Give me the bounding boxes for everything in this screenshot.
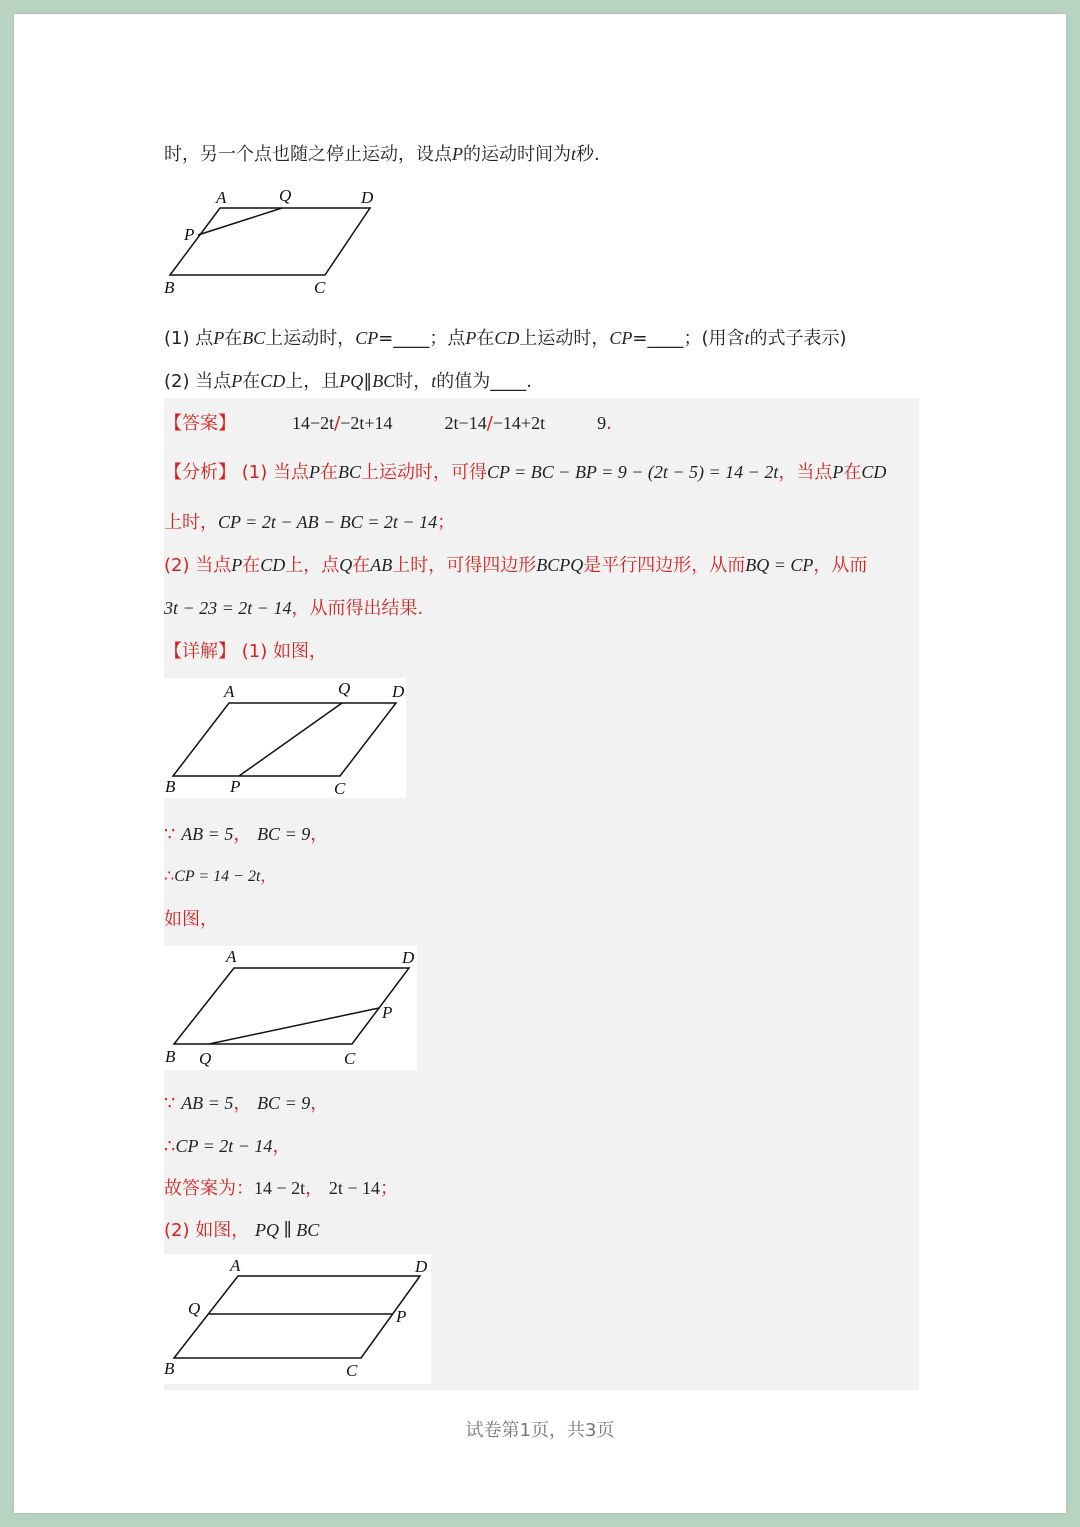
text-fragment: / (334, 413, 341, 434)
text-fragment: 上运动时， (265, 328, 356, 349)
text-fragment: P (832, 462, 844, 482)
detail-line-2 (164, 1216, 319, 1242)
text-fragment: CD (260, 371, 286, 391)
label-c: C (334, 779, 346, 798)
label-q: Q (199, 1049, 212, 1068)
detail-line-1 (164, 637, 327, 663)
label-d: D (392, 682, 405, 701)
text-fragment: =____；点 (378, 328, 466, 349)
text-fragment: 上运动时，可得 (360, 462, 487, 483)
text-fragment: ； (380, 1178, 399, 1199)
text-fragment: (1) 如图， (241, 641, 327, 662)
label-b: B (164, 1359, 175, 1378)
text-fragment: ， (272, 1136, 291, 1157)
text-fragment: (2) 当点 (164, 555, 232, 576)
analysis-line-3 (164, 551, 867, 577)
text-fragment: 上运动时， (519, 328, 610, 349)
text-fragment: . (606, 413, 612, 434)
text-fragment: P (213, 328, 225, 348)
figure-parallelogram-2 (164, 678, 406, 798)
text-fragment: CP = 14 − 2t (174, 868, 261, 885)
figure-parallelogram-4 (164, 1254, 431, 1384)
text-fragment: BC (242, 328, 266, 348)
text-fragment: ，从而得出结果. (291, 598, 424, 619)
text-fragment: ，当点 (778, 462, 833, 483)
text-fragment: CP (609, 328, 633, 348)
label-d: D (361, 188, 374, 207)
text-fragment: CD (861, 462, 887, 482)
label-c: C (346, 1361, 358, 1380)
text-fragment: 14−2t (292, 413, 335, 433)
text-fragment: 在 (843, 462, 862, 483)
final-answer-line (164, 1174, 398, 1200)
text-fragment: P (231, 371, 243, 391)
text-fragment: ， (310, 824, 329, 845)
answer-label: 【答案】 (164, 413, 236, 434)
label-q: Q (188, 1299, 201, 1318)
label-p: P (230, 777, 241, 796)
text-fragment: 2t−14 (444, 413, 487, 433)
text-fragment: ， (260, 866, 277, 885)
text-fragment: / (486, 413, 493, 434)
text-fragment: CD (494, 328, 520, 348)
text-fragment: CP = 2t − 14 (175, 1136, 273, 1156)
question-2 (164, 367, 532, 393)
label-q: Q (338, 679, 351, 698)
var-p: P (452, 144, 463, 164)
text-fragment: =____；(用含 (632, 328, 745, 349)
text-fragment: P (231, 555, 243, 575)
intro-line (164, 140, 600, 166)
text-fragment: (1) 当点 (241, 462, 309, 483)
label-b: B (164, 278, 175, 297)
analysis-line-2 (164, 508, 455, 534)
figure-parallelogram-1 (160, 185, 385, 300)
text-fragment: 的式子表示) (749, 328, 847, 349)
text-fragment: 在 (224, 328, 243, 349)
label-d: D (402, 948, 415, 967)
text-fragment: (2) 当点 (164, 371, 232, 392)
text-fragment: 如图， (164, 909, 218, 930)
segment-pq (209, 1008, 379, 1044)
segment-pq (239, 703, 342, 776)
text-fragment: 在 (242, 371, 261, 392)
text-fragment: 故答案为： (164, 1178, 254, 1199)
label-a: A (230, 1256, 241, 1275)
text-fragment: PQ (339, 371, 364, 391)
text-fragment: 14 − 2t (254, 1178, 306, 1198)
text-fragment: CP = 2t − AB − BC = 2t − 14 (218, 512, 438, 532)
text-fragment: BQ = CP (745, 555, 814, 575)
analysis-line-4 (164, 594, 423, 620)
text-fragment: 在 (476, 328, 495, 349)
label-p: P (184, 225, 195, 244)
answer-line (164, 409, 612, 435)
as-figure-line (164, 905, 218, 931)
label-p: P (382, 1003, 393, 1022)
label-c: C (314, 278, 326, 297)
text-fragment: AB = 5 (181, 824, 234, 844)
text-fragment: 在 (319, 462, 338, 483)
intro-text: 时，另一个点也随之停止运动，设点 (164, 144, 452, 165)
label-a: A (226, 947, 237, 966)
text-fragment: 上，且 (285, 371, 340, 392)
text-fragment: ， (305, 1178, 324, 1199)
intro-text: 秒. (576, 144, 600, 165)
text-fragment: 【详解】 (164, 641, 236, 662)
text-fragment: 上时， (164, 512, 218, 533)
var-t: t (571, 144, 577, 164)
therefore-line-2 (164, 1132, 290, 1158)
text-fragment: P (308, 462, 320, 482)
page-footer: 试卷第1页，共3页 (465, 1420, 615, 1441)
text-fragment: BCPQ (536, 555, 584, 575)
text-fragment: PQ ∥ BC (254, 1220, 320, 1240)
text-fragment: 【分析】 (164, 462, 236, 483)
text-fragment: 9 (597, 413, 607, 433)
text-fragment: P (465, 328, 477, 348)
text-fragment: (1) 点 (164, 328, 214, 349)
parallelogram-shape (173, 703, 396, 776)
text-fragment: BC = 9 (257, 824, 311, 844)
text-fragment: 2t − 14 (328, 1178, 381, 1198)
intro-text: 的运动时间为 (463, 144, 571, 165)
text-fragment: 的值为____. (436, 371, 532, 392)
text-fragment: −14+2t (492, 413, 546, 433)
text-fragment: ∴ (164, 866, 175, 885)
text-fragment: BC = 9 (257, 1093, 311, 1113)
label-b: B (165, 777, 176, 796)
text-fragment: 3t − 23 = 2t − 14 (164, 598, 292, 618)
text-fragment: 上，点 (285, 555, 340, 576)
text-fragment: BC (337, 462, 361, 482)
parallelogram-shape (170, 208, 370, 275)
text-fragment: ， (310, 1093, 329, 1114)
label-a: A (216, 188, 227, 207)
text-fragment: (2) 如图， (164, 1220, 250, 1241)
figure-parallelogram-3 (164, 946, 417, 1070)
therefore-line-1 (164, 863, 276, 886)
label-q: Q (279, 186, 292, 205)
text-fragment: 在 (242, 555, 261, 576)
text-fragment: 在 (352, 555, 371, 576)
because-line-1 (164, 820, 328, 846)
label-d: D (415, 1257, 428, 1276)
text-fragment: CP = BC − BP = 9 − (2t − 5) = 14 − 2t (486, 462, 779, 482)
text-fragment: 是平行四边形，从而 (583, 555, 746, 576)
text-fragment: ∥ (363, 371, 373, 392)
label-b: B (165, 1047, 176, 1066)
text-fragment: AB (370, 555, 393, 575)
text-fragment: ∵ (164, 1093, 176, 1114)
label-p: P (396, 1307, 407, 1326)
text-fragment: CD (260, 555, 286, 575)
text-fragment: AB = 5 (181, 1093, 234, 1113)
label-c: C (344, 1049, 356, 1068)
text-fragment: Q (339, 555, 353, 575)
text-fragment: 上时，可得四边形 (392, 555, 537, 576)
label-a: A (224, 682, 235, 701)
text-fragment: t (744, 328, 750, 348)
text-fragment: ∵ (164, 824, 176, 845)
parallelogram-shape (174, 968, 409, 1044)
text-fragment: CP (355, 328, 379, 348)
text-fragment: 时， (395, 371, 432, 392)
parallelogram-shape (174, 1276, 420, 1358)
text-fragment: −2t+14 (340, 413, 393, 433)
text-fragment: ， (233, 824, 252, 845)
question-1 (164, 324, 847, 350)
text-fragment: ∴ (164, 1136, 176, 1157)
text-fragment: ； (437, 512, 456, 533)
text-fragment: BC (372, 371, 396, 391)
analysis-line-1 (164, 458, 886, 484)
text-fragment: ，从而 (813, 555, 868, 576)
because-line-2 (164, 1089, 328, 1115)
text-fragment: t (431, 371, 437, 391)
text-fragment: ， (233, 1093, 252, 1114)
